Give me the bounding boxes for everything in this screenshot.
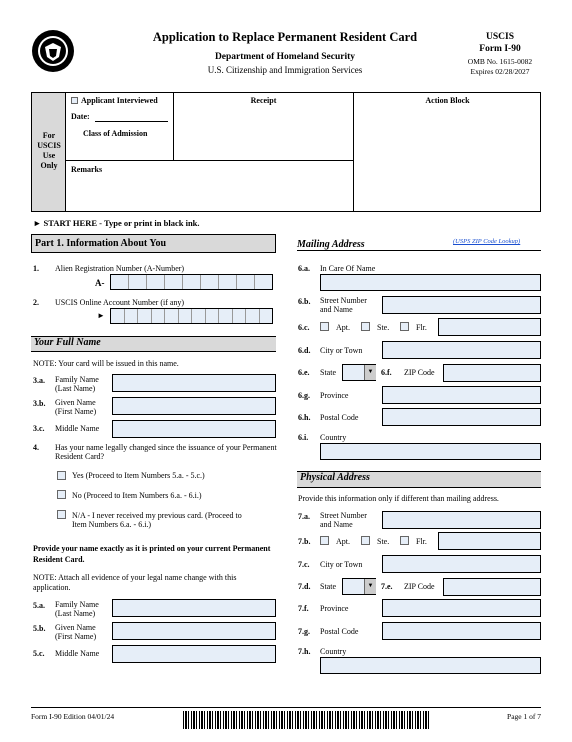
country-input[interactable] xyxy=(320,443,541,460)
item-3b-number: 3.b. xyxy=(33,399,46,408)
city-input[interactable] xyxy=(382,341,541,359)
phys-street-input[interactable] xyxy=(382,511,541,529)
no-label: No (Proceed to Item Numbers 6.a. - 6.i.) xyxy=(72,491,202,500)
action-block-label: Action Block xyxy=(425,96,470,105)
physical-address-header: Physical Address xyxy=(297,471,541,488)
item-3a-label: Family Name (Last Name) xyxy=(55,375,99,393)
receipt-label: Receipt xyxy=(250,96,277,105)
province-input[interactable] xyxy=(382,386,541,404)
uscis-label: USCIS xyxy=(486,32,514,42)
item-6f-number: 6.f. xyxy=(381,368,392,377)
phys-ste-label: Ste. xyxy=(377,537,390,546)
page-number: Page 1 of 7 xyxy=(507,712,541,721)
item-3a-number: 3.a. xyxy=(33,376,45,385)
given-name-input[interactable] xyxy=(112,397,276,415)
full-name-header: Your Full Name xyxy=(31,336,276,352)
item-2-label: USCIS Online Account Number (if any) xyxy=(55,298,185,307)
item-2-number: 2. xyxy=(33,298,39,307)
item-7h-label: Country xyxy=(320,647,347,656)
item-6e-number: 6.e. xyxy=(298,368,310,377)
a-number-prefix: A- xyxy=(95,278,105,288)
phys-postal-input[interactable] xyxy=(382,622,541,640)
item-6d-number: 6.d. xyxy=(298,346,311,355)
date-label: Date: xyxy=(71,112,90,121)
phys-unit-input[interactable] xyxy=(438,532,541,550)
flr-label: Flr. xyxy=(416,323,427,332)
na-checkbox[interactable] xyxy=(57,510,66,519)
yes-label: Yes (Proceed to Item Numbers 5.a. - 5.c.) xyxy=(72,471,205,480)
class-admission-label: Class of Admission xyxy=(83,129,148,138)
ste-label: Ste. xyxy=(377,323,390,332)
item-4-label: Has your name legally changed since the issuance of your Permanent Resident Card? xyxy=(55,443,277,461)
item-1-number: 1. xyxy=(33,264,39,273)
phys-apt-label: Apt. xyxy=(336,537,350,546)
phys-flr-checkbox[interactable] xyxy=(400,536,409,545)
mailing-title: Mailing Address xyxy=(297,239,365,250)
item-1-label: Alien Registration Number (A-Number) xyxy=(55,264,185,273)
item-7d-label: State xyxy=(320,582,336,591)
note-name-change: NOTE: Attach all evidence of your legal name change with this application. xyxy=(33,573,237,592)
zip-input[interactable] xyxy=(443,364,541,382)
zip-lookup-link[interactable]: (USPS ZIP Code Lookup) xyxy=(453,238,521,245)
item-7g-label: Postal Code xyxy=(320,627,359,636)
uscis-use-box xyxy=(31,92,541,212)
start-here-text: START HERE - Type or print in black ink. xyxy=(43,218,200,228)
item-6e-label: State xyxy=(320,368,336,377)
item-7f-label: Province xyxy=(320,604,349,613)
item-7h-number: 7.h. xyxy=(298,647,311,656)
item-6b-number: 6.b. xyxy=(298,297,311,306)
item-5a-number: 5.a. xyxy=(33,601,45,610)
item-7a-number: 7.a. xyxy=(298,512,310,521)
item-7g-number: 7.g. xyxy=(298,627,310,636)
arrow-icon: ► xyxy=(97,311,105,320)
online-account-input[interactable] xyxy=(110,308,273,324)
start-here: ► START HERE - Type or print in black ink. xyxy=(33,218,200,228)
phys-apt-checkbox[interactable] xyxy=(320,536,329,545)
item-5c-number: 5.c. xyxy=(33,649,45,658)
street-input[interactable] xyxy=(382,296,541,314)
divider xyxy=(353,93,354,211)
item-6i-number: 6.i. xyxy=(298,433,309,442)
item-7b-number: 7.b. xyxy=(298,537,311,546)
note-card-name: NOTE: Your card will be issued in this name. xyxy=(33,359,179,368)
item-6h-number: 6.h. xyxy=(298,413,311,422)
phys-flr-label: Flr. xyxy=(416,537,427,546)
item-6b-label: Street Number and Name xyxy=(320,296,367,314)
apt-label: Apt. xyxy=(336,323,350,332)
provide-instruction: Provide your name exactly as it is printed on your current Permanent Resident Card. xyxy=(33,544,271,564)
flr-checkbox[interactable] xyxy=(400,322,409,331)
postal-code-input[interactable] xyxy=(382,408,541,426)
item-6f-label: ZIP Code xyxy=(404,368,435,377)
phys-zip-input[interactable] xyxy=(443,578,541,596)
item-7c-label: City or Town xyxy=(320,560,363,569)
unit-number-input[interactable] xyxy=(438,318,541,336)
item-6a-number: 6.a. xyxy=(298,264,310,273)
item-7d-number: 7.d. xyxy=(298,582,311,591)
a-number-input[interactable] xyxy=(110,274,273,290)
barcode xyxy=(183,711,430,729)
item-4-number: 4. xyxy=(33,443,39,452)
item-3c-number: 3.c. xyxy=(33,424,45,433)
item-5a-label: Family Name (Last Name) xyxy=(55,600,99,618)
middle-name-input[interactable] xyxy=(112,420,276,438)
part1-header: Part 1. Information About You xyxy=(31,234,276,253)
prev-given-name-input[interactable] xyxy=(112,622,276,640)
family-name-input[interactable] xyxy=(112,374,276,392)
na-label: N/A - I never received my previous card. (Proceed to Item Numbers 6.a. - 6.i.) xyxy=(72,511,242,529)
item-6i-label: Country xyxy=(320,433,347,442)
item-6d-label: City or Town xyxy=(320,346,363,355)
uscis-only-label: For USCIS Use Only xyxy=(37,131,61,170)
expiration: Expires 02/28/2027 xyxy=(470,67,530,76)
prev-family-name-input[interactable] xyxy=(112,599,276,617)
physical-intro: Provide this information only if different than mailing address. xyxy=(298,494,499,503)
item-5c-label: Middle Name xyxy=(55,649,100,658)
interviewed-label: Applicant Interviewed xyxy=(81,96,158,105)
item-3c-label: Middle Name xyxy=(55,424,100,433)
chevron-down-icon[interactable]: ▼ xyxy=(364,579,376,594)
apt-checkbox[interactable] xyxy=(320,322,329,331)
omb-number: OMB No. 1615-0082 xyxy=(467,57,533,66)
interviewed-checkbox[interactable] xyxy=(71,97,78,104)
item-6g-label: Province xyxy=(320,391,349,400)
yes-checkbox[interactable] xyxy=(57,471,66,480)
item-5b-number: 5.b. xyxy=(33,624,46,633)
chevron-down-icon[interactable]: ▼ xyxy=(364,365,376,380)
agency-name: U.S. Citizenship and Immigration Services xyxy=(207,65,363,75)
divider xyxy=(66,160,353,161)
phys-country-input[interactable] xyxy=(320,657,541,674)
item-7c-number: 7.c. xyxy=(298,560,310,569)
ste-checkbox[interactable] xyxy=(361,322,370,331)
item-6h-label: Postal Code xyxy=(320,413,359,422)
item-6c-number: 6.c. xyxy=(298,323,310,332)
item-3b-label: Given Name (First Name) xyxy=(55,398,97,416)
care-of-input[interactable] xyxy=(320,274,541,291)
date-line[interactable] xyxy=(95,121,168,122)
item-5b-label: Given Name (First Name) xyxy=(55,623,97,641)
prev-middle-name-input[interactable] xyxy=(112,645,276,663)
dhs-seal xyxy=(31,29,75,73)
phys-city-input[interactable] xyxy=(382,555,541,573)
item-7e-number: 7.e. xyxy=(381,582,393,591)
phys-province-input[interactable] xyxy=(382,599,541,617)
dept-name: Department of Homeland Security xyxy=(214,52,356,62)
no-checkbox[interactable] xyxy=(57,490,66,499)
footer-divider xyxy=(31,707,541,708)
item-6g-number: 6.g. xyxy=(298,391,310,400)
form-title: Application to Replace Permanent Resident Card xyxy=(152,30,418,44)
form-edition: Form I-90 Edition 04/01/24 xyxy=(31,712,115,721)
item-7a-label: Street Number and Name xyxy=(320,511,367,529)
form-number: Form I-90 xyxy=(479,44,521,54)
item-7f-number: 7.f. xyxy=(298,604,309,613)
phys-ste-checkbox[interactable] xyxy=(361,536,370,545)
remarks-label: Remarks xyxy=(71,165,103,174)
item-7e-label: ZIP Code xyxy=(404,582,435,591)
item-6a-label: In Care Of Name xyxy=(320,264,376,273)
